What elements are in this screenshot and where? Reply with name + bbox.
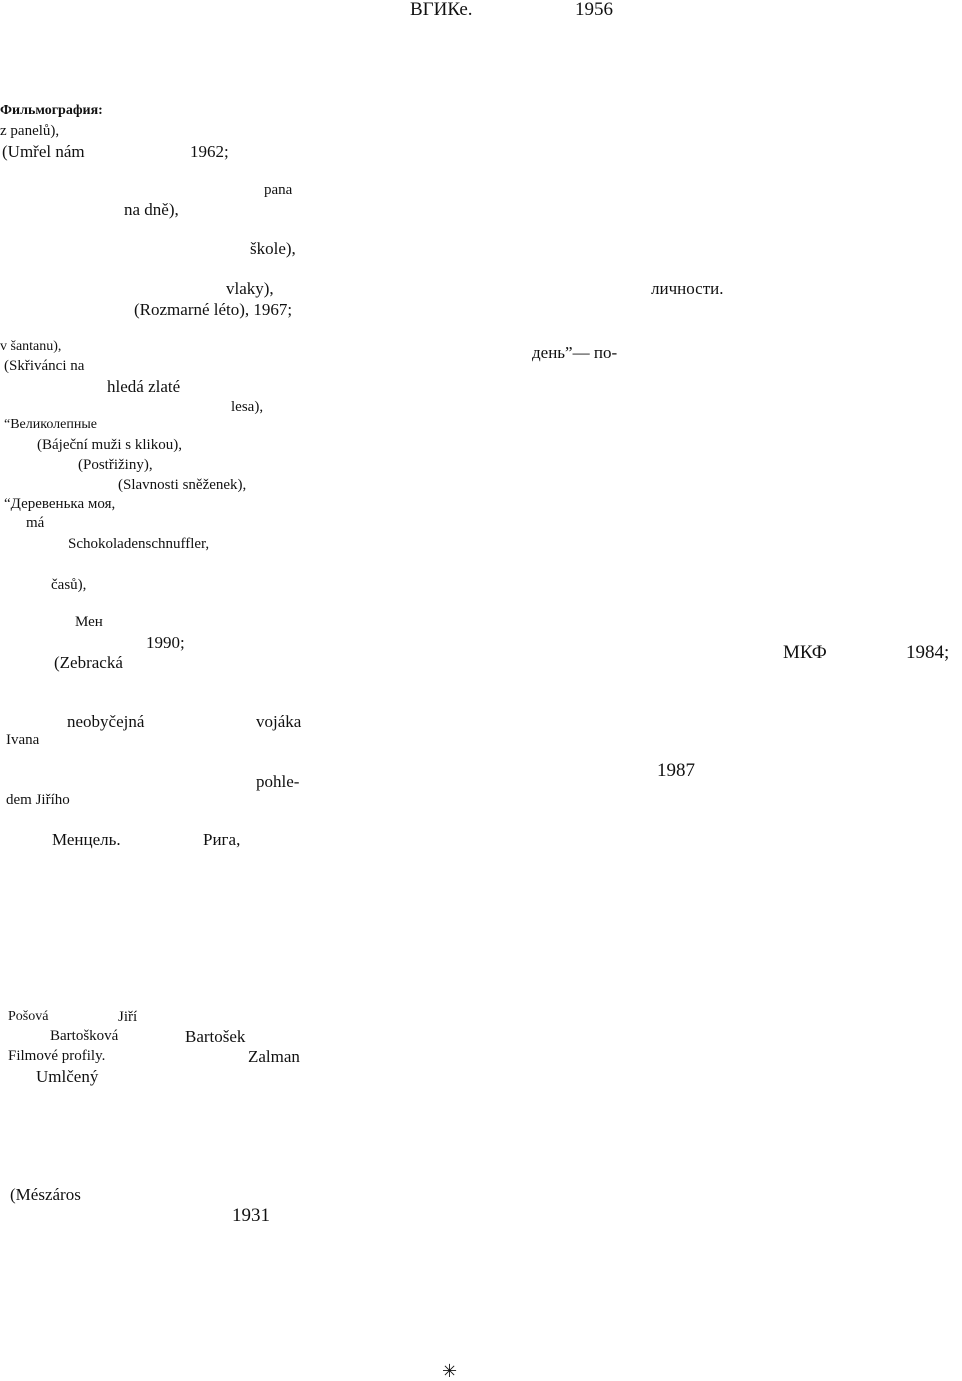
text-fragment: Pošová bbox=[8, 1009, 49, 1024]
text-fragment: личности. bbox=[651, 279, 724, 298]
text-fragment: 1956 bbox=[575, 0, 613, 20]
text-fragment: Jiří bbox=[118, 1009, 138, 1025]
text-fragment: 1987 bbox=[657, 760, 695, 781]
text-fragment: pana bbox=[264, 182, 293, 198]
text-fragment: Мен bbox=[75, 614, 103, 630]
section-heading: Фильмография: bbox=[0, 103, 103, 118]
text-fragment: (Umřel nám bbox=[2, 142, 85, 161]
text-fragment: vlaky), bbox=[226, 279, 274, 298]
text-fragment: (Postřižiny), bbox=[78, 457, 153, 473]
text-fragment: lesa), bbox=[231, 399, 264, 415]
text-fragment: dem Jiřího bbox=[6, 792, 70, 808]
text-fragment: (Mészáros bbox=[10, 1185, 81, 1204]
text-fragment: (Zebracká bbox=[54, 653, 123, 672]
text-fragment: “Деревенька моя, bbox=[4, 496, 116, 512]
text-fragment: Bartošek bbox=[185, 1027, 246, 1046]
asterisk-ornament: ✳ bbox=[442, 1361, 458, 1381]
text-fragment: Ivana bbox=[6, 732, 40, 748]
text-fragment: pohle- bbox=[256, 772, 300, 791]
text-fragment: škole), bbox=[250, 239, 296, 258]
text-fragment: (Báječní muži s klikou), bbox=[37, 437, 182, 453]
text-fragment: 1931 bbox=[232, 1205, 270, 1226]
text-fragment: ВГИКе. bbox=[410, 0, 473, 20]
text-fragment: Bartošková bbox=[50, 1028, 119, 1044]
text-fragment: (Rozmarné léto), 1967; bbox=[134, 300, 293, 319]
text-fragment: Менцель. bbox=[52, 830, 121, 849]
text-fragment: má bbox=[26, 515, 45, 531]
text-fragment: Filmové profily. bbox=[8, 1048, 106, 1064]
text-fragment: Zalman bbox=[248, 1047, 300, 1066]
text-fragment: 1984; bbox=[906, 642, 950, 663]
text-fragment: časů), bbox=[51, 577, 87, 593]
text-fragment: vojáka bbox=[256, 712, 302, 731]
text-fragment: hledá zlaté bbox=[107, 377, 181, 396]
text-fragment: Umlčený bbox=[36, 1067, 99, 1086]
text-fragment: МКФ bbox=[783, 642, 827, 663]
text-fragment: день”— по- bbox=[532, 343, 618, 362]
text-fragment: 1962; bbox=[190, 142, 229, 161]
text-fragment: “Великолепные bbox=[4, 417, 97, 432]
text-fragment: v šantanu), bbox=[0, 339, 62, 354]
text-fragment: 1990; bbox=[146, 633, 185, 652]
text-fragment: Рига, bbox=[203, 830, 241, 849]
text-fragment: (Skřivánci na bbox=[4, 358, 85, 374]
text-fragment: na dně), bbox=[124, 200, 179, 219]
text-fragment: Schokoladenschnuffler, bbox=[68, 536, 210, 552]
text-fragment: (Slavnosti sněženek), bbox=[118, 477, 247, 493]
text-fragment: z panelů), bbox=[0, 123, 60, 139]
text-fragment: neobyčejná bbox=[67, 712, 145, 731]
